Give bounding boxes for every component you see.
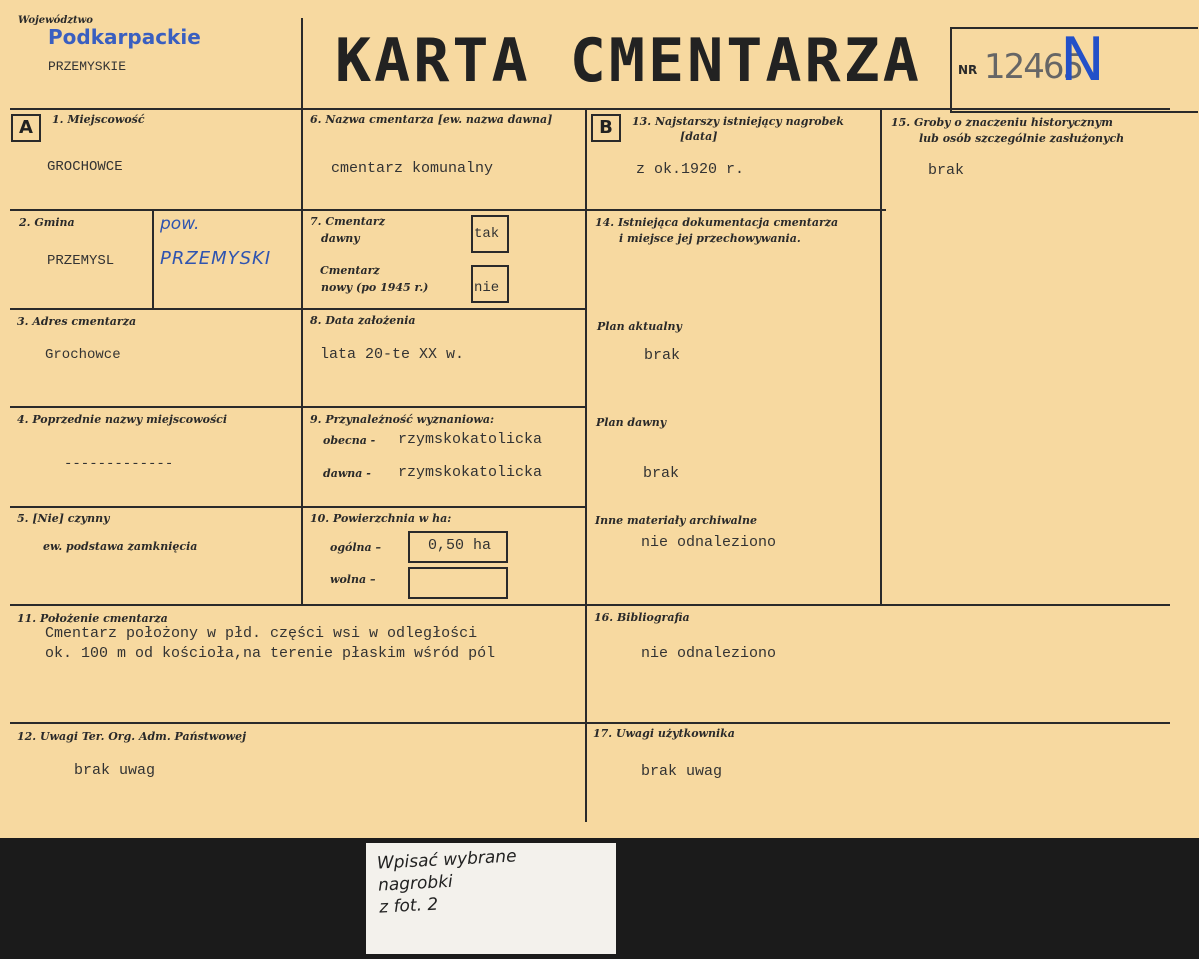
najstarszy-label-2: [data]: [680, 130, 718, 143]
rule: [152, 210, 154, 308]
gmina-value: PRZEMYSL: [47, 253, 115, 269]
nr-label: NR: [958, 63, 978, 77]
rule: [10, 209, 886, 211]
dokumentacja-label-1: 14. Istniejąca dokumentacja cmentarza: [595, 216, 839, 229]
data-value: lata 20-te XX w.: [320, 346, 465, 363]
rule: [880, 108, 882, 605]
groby-value: brak: [928, 162, 965, 179]
dawna-value: rzymskokatolicka: [398, 464, 543, 481]
plan-aktualny-label: Plan aktualny: [597, 320, 682, 333]
section-b-marker: B: [591, 114, 621, 142]
czynny-label: 5. [Nie] czynny: [17, 512, 110, 525]
miejscowosc-label: 1. Miejscowość: [52, 113, 145, 126]
section-a-marker: A: [11, 114, 41, 142]
powierzchnia-label: 10. Powierzchnia w ha:: [310, 512, 452, 525]
poprzednie-label: 4. Poprzednie nazwy miejscowości: [17, 413, 228, 426]
rule: [585, 108, 587, 822]
rule: [10, 308, 586, 310]
pow-value: PRZEMYSKI: [160, 248, 272, 269]
nowy-box: [471, 265, 509, 303]
najstarszy-value: z ok.1920 r.: [636, 161, 745, 178]
uwagi-uzytkownika-label: 17. Uwagi użytkownika: [593, 727, 735, 740]
wyznanie-label: 9. Przynależność wyznaniowa:: [310, 413, 495, 426]
data-label: 8. Data założenia: [310, 314, 416, 327]
uwagi-uzytkownika-value: brak uwag: [641, 763, 723, 780]
card-title: KARTA CMENTARZA: [335, 26, 922, 96]
ogolna-value: 0,50 ha: [428, 537, 492, 554]
pow-label: pow.: [160, 214, 200, 234]
rule: [10, 722, 1170, 724]
gmina-label: 2. Gmina: [19, 216, 75, 229]
inne-label: Inne materiały archiwalne: [595, 514, 757, 527]
note-line-1: Wpisać wybrane: [376, 846, 518, 874]
wolna-label: wolna –: [330, 573, 376, 586]
bibliografia-label: 16. Bibliografia: [594, 611, 690, 624]
poprzednie-value: -------------: [64, 456, 174, 472]
adres-value: Grochowce: [45, 347, 121, 363]
ogolna-label: ogólna –: [330, 541, 381, 554]
plan-dawny-label: Plan dawny: [596, 416, 667, 429]
nowy-label-1: Cmentarz: [320, 264, 380, 277]
sticky-note: [366, 843, 616, 954]
plan-aktualny-value: brak: [644, 347, 681, 364]
uwagi-label: 12. Uwagi Ter. Org. Adm. Państwowej: [17, 730, 247, 743]
nazwa-value: cmentarz komunalny: [331, 160, 494, 177]
groby-label-2: lub osób szczególnie zasłużonych: [919, 132, 1125, 145]
inne-value: nie odnaleziono: [641, 534, 777, 551]
nr-box: [950, 27, 1198, 113]
rule: [301, 18, 303, 109]
note-line-3: z fot. 2: [378, 894, 439, 918]
adres-label: 3. Adres cmentarza: [17, 315, 137, 328]
najstarszy-label-1: 13. Najstarszy istniejący nagrobek: [632, 115, 844, 128]
wojewodztwo-stamp: Podkarpackie: [48, 25, 201, 49]
plan-dawny-value: brak: [643, 465, 680, 482]
nr-letter: N: [1060, 25, 1105, 95]
groby-label-1: 15. Groby o znaczeniu historycznym: [891, 116, 1113, 129]
dawny-label-1: 7. Cmentarz: [310, 215, 385, 228]
dokumentacja-label-2: i miejsce jej przechowywania.: [619, 232, 801, 245]
rule: [10, 604, 1170, 606]
dawny-label-2: dawny: [321, 232, 360, 245]
wojewodztwo-label: Województwo: [18, 15, 93, 26]
rule: [10, 406, 586, 408]
nowy-label-2: nowy (po 1945 r.): [321, 281, 429, 294]
obecna-label: obecna -: [323, 434, 376, 447]
nazwa-label: 6. Nazwa cmentarza [ew. nazwa dawna]: [310, 113, 553, 126]
ogolna-box: [408, 531, 508, 563]
rule: [301, 108, 303, 605]
polozenie-line-1: Cmentarz położony w płd. części wsi w odległości: [45, 625, 478, 642]
wojewodztwo-old: PRZEMYSKIE: [48, 59, 127, 74]
wolna-box: [408, 567, 508, 599]
uwagi-value: brak uwag: [74, 762, 156, 779]
note-line-2: nagrobki: [377, 871, 454, 896]
rule: [10, 506, 586, 508]
dawny-box: [471, 215, 509, 253]
dawny-value: tak: [474, 226, 500, 242]
polozenie-label: 11. Położenie cmentarza: [17, 612, 168, 625]
nowy-value: nie: [474, 280, 500, 296]
zamkniecie-label: ew. podstawa zamknięcia: [43, 540, 198, 553]
bibliografia-value: nie odnaleziono: [641, 645, 777, 662]
dawna-label: dawna -: [323, 467, 371, 480]
polozenie-line-2: ok. 100 m od kościoła,na terenie płaskim wśród pól: [45, 645, 496, 662]
obecna-value: rzymskokatolicka: [398, 431, 543, 448]
nr-value: 12465: [984, 47, 1083, 87]
miejscowosc-value: GROCHOWCE: [47, 159, 123, 175]
